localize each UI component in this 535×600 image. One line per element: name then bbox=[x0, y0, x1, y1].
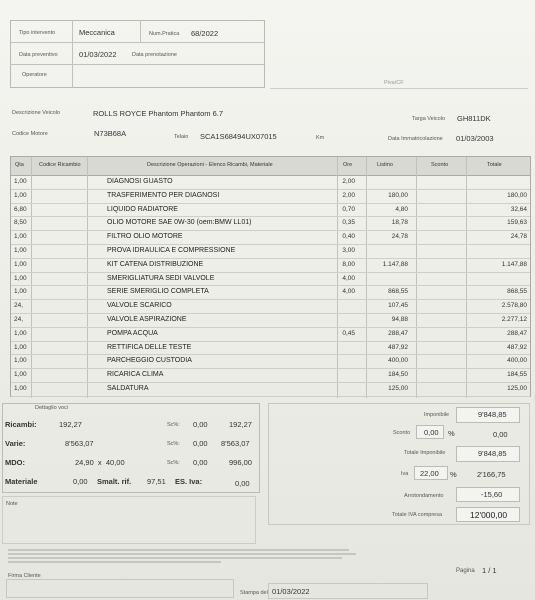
data-prenotazione-label: Data prenotazione bbox=[132, 52, 177, 58]
pagina-value: 1 / 1 bbox=[482, 566, 497, 575]
cell-totale: 125,00 bbox=[507, 385, 527, 392]
data-preventivo-value: 01/03/2022 bbox=[79, 50, 117, 59]
cell-listino: 184,50 bbox=[388, 371, 408, 379]
cell-totale: 2.578,80 bbox=[501, 302, 527, 310]
cell-qta: 1,00 bbox=[14, 178, 27, 185]
table-row bbox=[11, 314, 530, 328]
table-row bbox=[11, 176, 530, 190]
mdo-total: 996,00 bbox=[229, 458, 252, 467]
smalt-rif-value: 97,51 bbox=[147, 477, 166, 486]
note-label: Note bbox=[6, 501, 18, 507]
cell-listino: 125,00 bbox=[388, 385, 408, 392]
cell-descrizione: RICARICA CLIMA bbox=[107, 371, 164, 379]
cell-qta: 1,00 bbox=[14, 191, 27, 199]
firma-cliente-label: Firma Cliente bbox=[8, 573, 41, 579]
cell-qta: 1,00 bbox=[14, 371, 27, 379]
data-preventivo-label: Data preventivo bbox=[19, 52, 58, 58]
stampa-del-label: Stampa del bbox=[240, 590, 268, 596]
table-row bbox=[11, 328, 530, 342]
cell-listino: 18,78 bbox=[391, 219, 408, 227]
descrizione-veicolo-value: ROLLS ROYCE Phantom Phantom 6.7 bbox=[93, 109, 224, 118]
cell-descrizione: PARCHEGGIO CUSTODIA bbox=[107, 357, 192, 365]
varie-value: 8'563,07 bbox=[65, 439, 94, 448]
cell-qta: 24, bbox=[14, 302, 24, 310]
cell-totale: 487,92 bbox=[507, 343, 527, 351]
cell-descrizione: SALDATURA bbox=[107, 385, 149, 392]
cell-ore: 0,45 bbox=[342, 329, 355, 337]
cell-totale: 32,64 bbox=[510, 205, 527, 213]
cell-descrizione: SERIE SMERIGLIO COMPLETA bbox=[107, 288, 209, 296]
table-row bbox=[11, 355, 530, 369]
cell-qta: 1,00 bbox=[14, 343, 27, 351]
cell-descrizione: FILTRO OLIO MOTORE bbox=[107, 233, 183, 241]
data-immatricolazione-value: 01/03/2003 bbox=[456, 134, 494, 143]
col-codice-ricambio: Codice Ricambio bbox=[39, 162, 81, 168]
cell-totale: 868,55 bbox=[507, 288, 527, 296]
ricambi-sc-label: Sc%: bbox=[167, 422, 180, 428]
ricambi-sc-value: 0,00 bbox=[193, 420, 208, 429]
es-iva-value: 0,00 bbox=[235, 479, 250, 488]
totale-imponibile-value: 9'848,85 bbox=[478, 449, 507, 458]
cell-descrizione: VALVOLE SCARICO bbox=[107, 302, 172, 310]
cell-descrizione: TRASFERIMENTO PER DIAGNOSI bbox=[107, 191, 220, 199]
cell-descrizione: OLIO MOTORE SAE 0W-30 (oem:BMW LL01) bbox=[107, 219, 252, 227]
cell-descrizione: VALVOLE ASPIRAZIONE bbox=[107, 316, 187, 323]
varie-sc-value: 0,00 bbox=[193, 439, 208, 448]
col-listino: Listino bbox=[377, 162, 393, 168]
cell-descrizione: RETTIFICA DELLE TESTE bbox=[107, 343, 192, 351]
cell-totale: 180,00 bbox=[507, 191, 527, 199]
summary-box bbox=[2, 403, 260, 493]
col-descrizione: Descrizione Operazioni - Elenco Ricambi, Materiale bbox=[147, 162, 273, 168]
table-row bbox=[11, 245, 530, 259]
sconto-pct-sign: % bbox=[448, 429, 455, 438]
iva-label: Iva bbox=[401, 471, 409, 477]
descrizione-veicolo-label: Descrizione Veicolo bbox=[12, 110, 60, 116]
cell-descrizione: PROVA IDRAULICA E COMPRESSIONE bbox=[107, 247, 236, 254]
data-immatricolazione-label: Data Immatricolazione bbox=[388, 136, 443, 142]
iva-pct-sign: % bbox=[450, 470, 457, 479]
cell-descrizione: KIT CATENA DISTRIBUZIONE bbox=[107, 260, 204, 268]
mdo-sc-label: Sc%: bbox=[167, 460, 180, 466]
cell-ore: 2,00 bbox=[342, 191, 355, 199]
cell-listino: 868,55 bbox=[388, 288, 408, 296]
varie-label: Varie: bbox=[5, 439, 26, 448]
tipo-intervento-label: Tipo intervento bbox=[19, 30, 56, 36]
sconto-pct: 0,00 bbox=[424, 428, 439, 437]
table-row bbox=[11, 231, 530, 245]
cell-ore: 4,00 bbox=[342, 288, 355, 296]
cell-listino: 94,88 bbox=[391, 316, 408, 323]
cell-listino: 24,78 bbox=[391, 233, 408, 241]
cell-descrizione: DIAGNOSI GUASTO bbox=[107, 178, 173, 185]
cell-ore: 2,00 bbox=[342, 178, 355, 185]
num-pratica-label: Num.Pratica bbox=[149, 31, 180, 37]
varie-total: 8'563,07 bbox=[221, 439, 250, 448]
mdo-value: 24,90 x 40,00 bbox=[75, 458, 125, 467]
cell-listino: 180,00 bbox=[388, 191, 408, 199]
arrotondamento-label: Arrotondamento bbox=[404, 493, 444, 499]
cell-totale: 159,63 bbox=[507, 219, 527, 227]
cell-qta: 1,00 bbox=[14, 385, 27, 392]
imponibile-value: 9'848,85 bbox=[478, 410, 507, 419]
cell-listino: 107,45 bbox=[388, 302, 408, 310]
varie-sc-label: Sc%: bbox=[167, 441, 180, 447]
items-table bbox=[10, 156, 531, 397]
totale-imponibile-label: Totale Imponibile bbox=[404, 450, 446, 456]
codice-motore-label: Codice Motore bbox=[12, 131, 48, 137]
ricambi-total: 192,27 bbox=[229, 420, 252, 429]
smalt-rif-label: Smalt. rif. bbox=[97, 477, 132, 486]
cell-qta: 1,00 bbox=[14, 274, 27, 282]
table-row bbox=[11, 217, 530, 231]
fine-print bbox=[8, 549, 363, 563]
arrotondamento-value: -15,60 bbox=[481, 490, 503, 499]
es-iva-label: ES. Iva: bbox=[175, 477, 203, 486]
cell-totale: 24,78 bbox=[510, 233, 527, 241]
ricambi-value: 192,27 bbox=[59, 420, 82, 429]
cell-ore: 4,00 bbox=[342, 274, 355, 282]
num-pratica-value: 68/2022 bbox=[191, 29, 219, 38]
table-row bbox=[11, 273, 530, 287]
piva-label: Piva/CF bbox=[384, 80, 404, 86]
sconto-label: Sconto bbox=[393, 430, 411, 436]
cell-ore: 0,40 bbox=[342, 233, 355, 241]
cell-listino: 288,47 bbox=[388, 329, 408, 337]
cell-totale: 288,47 bbox=[507, 329, 527, 337]
cell-qta: 1,00 bbox=[14, 357, 27, 365]
cell-descrizione: SMERIGLIATURA SEDI VALVOLE bbox=[107, 274, 215, 282]
col-sconto: Sconto bbox=[431, 162, 449, 168]
mdo-sc-value: 0,00 bbox=[193, 458, 208, 467]
cell-qta: 24, bbox=[14, 316, 24, 323]
tipo-intervento-value: Meccanica bbox=[79, 28, 115, 37]
materiale-value: 0,00 bbox=[73, 477, 88, 486]
targa-label: Targa Veicolo bbox=[412, 116, 446, 122]
iva-pct: 22,00 bbox=[420, 469, 439, 478]
table-row bbox=[11, 259, 530, 273]
cell-qta: 1,00 bbox=[14, 288, 27, 296]
cell-totale: 1.147,88 bbox=[501, 260, 527, 268]
firma-box bbox=[6, 579, 234, 598]
cell-ore: 0,70 bbox=[342, 205, 355, 213]
km-label: Km bbox=[316, 135, 325, 141]
imponibile-label: Imponibile bbox=[424, 412, 450, 418]
cell-totale: 184,55 bbox=[507, 371, 527, 379]
dettaglio-voci-label: Dettaglio voci bbox=[35, 405, 69, 411]
materiale-label: Materiale bbox=[5, 477, 38, 486]
cell-qta: 1,00 bbox=[14, 260, 27, 268]
cell-qta: 1,00 bbox=[14, 329, 27, 337]
iva-value: 2'166,75 bbox=[477, 470, 506, 479]
col-totale: Totale bbox=[487, 162, 502, 168]
note-box bbox=[2, 496, 256, 544]
cell-qta: 8,50 bbox=[14, 219, 27, 227]
table-row bbox=[11, 342, 530, 356]
ricambi-label: Ricambi: bbox=[5, 420, 37, 429]
col-qta: Qta bbox=[15, 162, 24, 168]
stampa-del-value: 01/03/2022 bbox=[272, 587, 310, 596]
totale-iva-compresa-label: Totale IVA compresa bbox=[392, 512, 443, 518]
table-row bbox=[11, 190, 530, 204]
operatore-label: Operatore bbox=[22, 72, 47, 78]
cell-listino: 487,92 bbox=[388, 343, 408, 351]
cell-listino: 4,80 bbox=[395, 205, 408, 213]
col-ore: Ore bbox=[343, 162, 353, 168]
cell-listino: 400,00 bbox=[388, 357, 408, 365]
pagina-label: Pagina bbox=[456, 568, 475, 574]
codice-motore-value: N73B68A bbox=[94, 129, 127, 138]
telaio-label: Telaio bbox=[174, 134, 189, 140]
table-row bbox=[11, 286, 530, 300]
mdo-label: MDO: bbox=[5, 458, 25, 467]
sconto-value: 0,00 bbox=[493, 430, 508, 439]
table-row bbox=[11, 300, 530, 314]
table-header bbox=[11, 157, 530, 176]
table-row bbox=[11, 369, 530, 383]
cell-ore: 8,00 bbox=[342, 260, 355, 268]
table-row bbox=[11, 204, 530, 218]
cell-ore: 0,35 bbox=[342, 219, 355, 227]
cell-qta: 6,80 bbox=[14, 205, 27, 213]
cell-listino: 1.147,88 bbox=[382, 260, 408, 268]
cell-qta: 1,00 bbox=[14, 247, 27, 254]
cell-qta: 1,00 bbox=[14, 233, 27, 241]
totale-iva-compresa-value: 12'000,00 bbox=[470, 510, 508, 520]
cell-totale: 400,00 bbox=[507, 357, 527, 365]
targa-value: GH811DK bbox=[457, 114, 491, 123]
cell-descrizione: POMPA ACQUA bbox=[107, 329, 158, 337]
cell-descrizione: LIQUIDO RADIATORE bbox=[107, 205, 178, 213]
table-row bbox=[11, 383, 530, 397]
cell-ore: 3,00 bbox=[342, 247, 355, 254]
telaio-value: SCA1S68494UX07015 bbox=[200, 132, 277, 141]
cell-totale: 2.277,12 bbox=[501, 316, 527, 323]
